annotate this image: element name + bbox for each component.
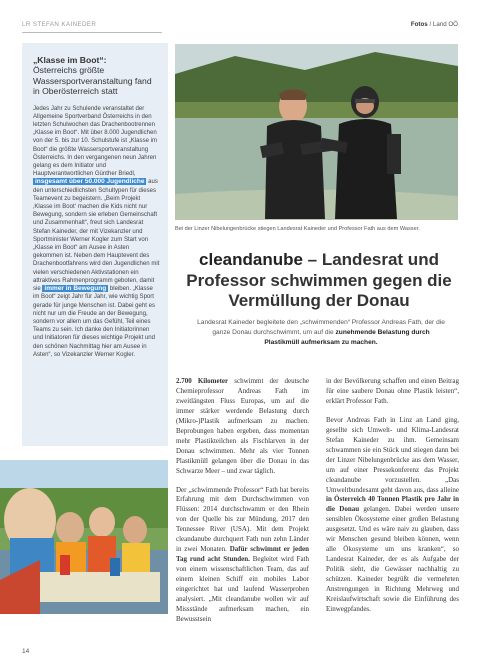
highlight-participants: insgesamt über 50.000 Jugendliche <box>35 178 145 186</box>
paragraph <box>326 416 459 615</box>
paragraph <box>176 377 309 477</box>
paragraph <box>176 486 309 625</box>
article-lede <box>196 318 446 349</box>
sidebar-subtitle: Österreichs größte Wassersportveranstaltung fand in Oberösterreich statt <box>33 65 152 97</box>
highlight-movement: immer in Bewegung <box>44 285 107 293</box>
header-rule <box>22 32 162 33</box>
paragraph-text: in der Bevölkerung schaffen und einen Beitrag für eine saubere Donau ohne Plastik leisten“, erklärt Professor Fath. <box>326 377 459 405</box>
paragraph-bold: 2.700 Kilometer <box>176 377 229 385</box>
headline-bold: cleandanube <box>199 250 303 269</box>
sidebar-heading <box>33 55 160 97</box>
paragraph-text: schwimmt der deutsche Chemieprofessor Andreas Fath im zweitlängsten Fluss Europas, um auf die immer stärker werdende Belastung durch (Mikro-)Plastik aufmerksam zu machen. Beprobungen haben ergeben, dass momentan mehr Plastikteilchen als Fischlarven in der Donau schwimmen. Mehr als vier Tonnen Plastikmüll gelangen über die Donau in das Schwarze Meer – und zwar täglich. <box>176 377 309 475</box>
paragraph-text: gelangen. Dabei werden unsere sensiblen Ökosysteme einer großen Belastung ausgesetzt. Und es wäre naiv zu glauben, dass wir Menschen gesund bleiben können, wenn alle Ökosysteme um uns kranken“, so Landesrat Kaineder, der es als Aufgabe der Politik sieht, die Gewässer nachhaltig zu schützen. Kaineder begrüßt die vermehrten Anstrengungen in Richtung Mehrweg und Kreislaufwirtschaft sowie die Einführung des Einwegpfandes. <box>326 505 459 613</box>
sidebar-title: „Klasse im Boot“: <box>33 55 107 65</box>
paragraph-bold: in Österreich 40 Tonnen Plastik pro Jahr in die Donau <box>326 495 459 514</box>
sidebar-box <box>22 43 168 446</box>
paragraph-text: Der „schwimmende Professor“ Fath hat bereits Erfahrung mit dem Durchschwimmen von Flüssen: 2014 durchschwamm er den Rhein von der Quelle bis zur Mündung, 2017 den Tennessee River (USA). Mit dem Projekt cleandanube durchquert Fath nun zehn Länder in zwei Monaten. <box>176 485 309 554</box>
paragraph-text: Bevor Andreas Fath in Linz an Land ging, gesellte sich Umwelt- und Klima-Landesrat Stefan Kaineder zu ihm. Gemeinsam schwammen sie ein Stück und stiegen dann bei der Linzer Nibelungenbrücke aus dem Wasser, um auf einer Pressekonferenz das Projekt cleandanube vorzustellen. „Das Umweltbundesamt geht davon aus, dass alleine <box>326 415 459 494</box>
photo-credit-bold: Fotos <box>410 21 428 28</box>
photo-credit-rest: / Land OÖ <box>427 21 458 28</box>
header-credit: LR STEFAN KAINEDER <box>22 21 97 28</box>
sidebar-text <box>33 105 160 359</box>
lede-bold: zunehmende Belastung durch Plastikmüll aufmerksam zu machen. <box>264 329 430 347</box>
photo-credit <box>411 21 458 28</box>
article-headline <box>178 250 460 312</box>
article-column-1 <box>176 377 309 634</box>
paragraph-bold: Dafür schwimmt er jeden Tag rund acht Stunden. <box>176 545 309 564</box>
sidebar-text-1: Jedes Jahr zu Schulende veranstaltet der Allgemeine Sportverband Österreichs in den letzten Schulwochen das Drachenbootrennen „Klasse im Boot“. Mit über 8.000 Jugendlichen von der 5. bis zur 10. Schulstufe ist „Klasse im Boot“ die größte Wassersportveranstaltung Österreichs. In den vergangenen neun Jahren gelang es dem Initiator und Hauptverantwortlichen Günther Briedl, <box>33 105 158 178</box>
lede-text: Landesrat Kaineder begleitete den „schwimmenden“ Professor Andreas Fath, der die ganze Donau durchschwimmt, um auf die <box>197 319 445 337</box>
paragraph-text: Begleitet wird Fath von einem wissenschaftlichen Team, das auf einem kleinen Schiff ein mobiles Labor eingerichtet hat und laufend Wasserproben analysiert. „Mit cleandanube wollen wir auf Missstände aufmerksam machen, ein Bewusstsein <box>176 555 309 623</box>
article-column-2 <box>326 377 459 624</box>
sidebar-text-2: aus den unterschiedlichsten Schultypen für dieses Teamevent zu begeistern. „Beim Projekt ‚Klasse im Boot‘ machen die Kids nicht nur Bewegung, sondern sie erleben Gemeinschaft und Zusammenhalt“, freut sich Landesrat Stefan Kaineder, der mit Vizekanzler und Sportminister Werner Kogler zum Start von „Klasse im Boot“ am Ausee in Asten gekommen ist. Neben dem Hauptevent des Drachenbootfahrens wird den Jugendlichen mit vielen verschiedenen Aktivstationen ein attraktives Rahmenprogramm geboten, damit sie <box>33 179 160 293</box>
headline-rest: – Landesrat und Professor schwimmen gegen die Vermüllung der Donau <box>186 250 452 310</box>
photo-caption: Bei der Linzer Nibelungenbrücke stiegen Landesrat Kaineder und Professor Fath aus dem Wasser. <box>175 226 420 232</box>
page-number: 14 <box>22 648 30 655</box>
swimmers-photo <box>175 44 458 220</box>
dragon-boat-photo <box>0 460 168 614</box>
sidebar-text-3: bleiben. „Klasse im Boot“ zeigt Jahr für Jahr, wie wichtig Sport gerade für junge Menschen ist. Dabei geht es nicht nur um die Freude an der Bewegung, sondern vor allem um das Gefühl, Teil eines Teams zu sein. Ich danke den Initiatorinnen und Initiatoren für dieses wichtige Projekt und den schönen Nachmittag hier am Ausee in Asten“, so Vizekanzler Werner Kogler. <box>33 286 156 358</box>
paragraph <box>326 377 459 407</box>
